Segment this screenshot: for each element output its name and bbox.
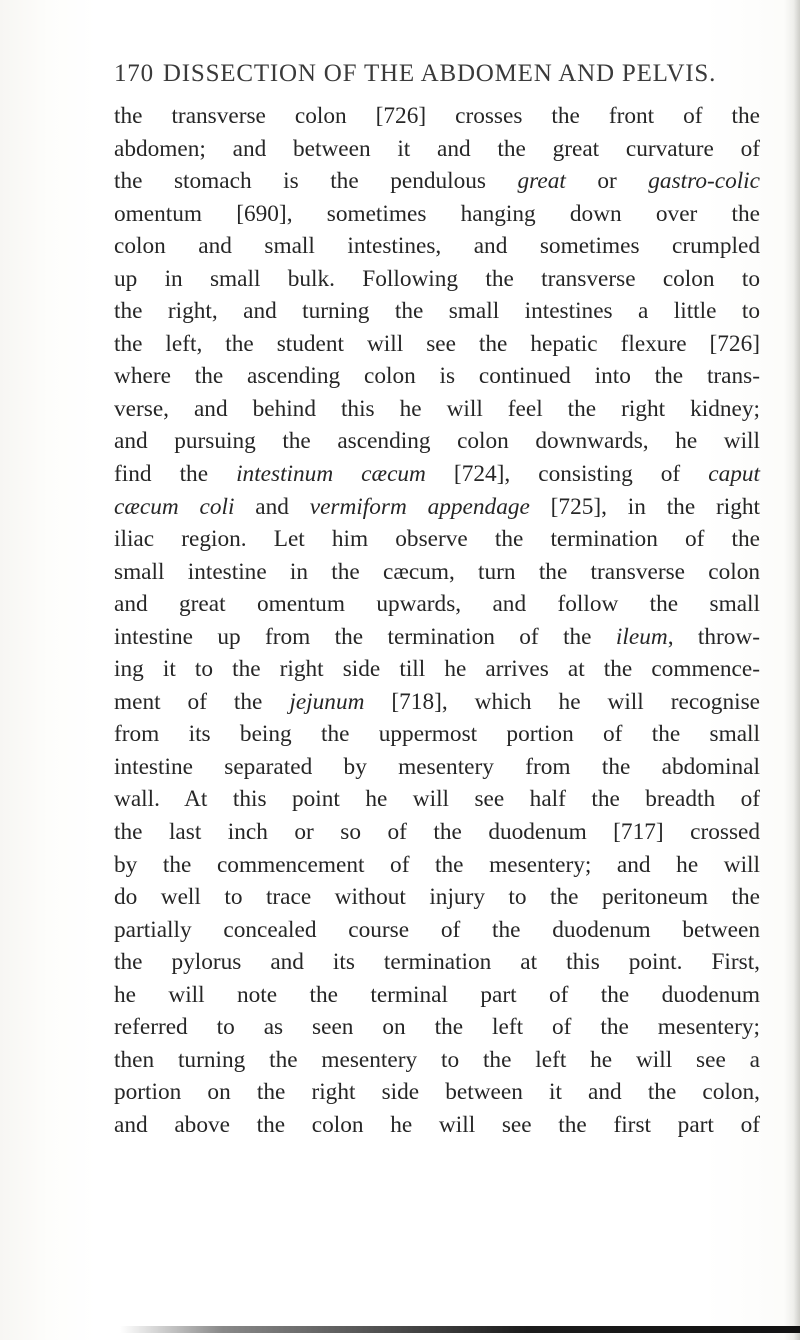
- text-line: [114, 653, 760, 686]
- text-run: omentum [690], sometimes hanging down over the: [114, 200, 760, 227]
- text-run: verse, and behind this he will feel the right kidney;: [114, 395, 760, 422]
- italic-term: vermiform appendage: [309, 493, 530, 520]
- text-line: [114, 621, 760, 654]
- text-line: [114, 1076, 760, 1109]
- text-run: and above the colon he will see the first part of: [114, 1111, 760, 1138]
- text-run: the left, the student will see the hepatic flexure [726]: [114, 330, 760, 357]
- running-title: DISSECTION OF THE ABDOMEN AND PELVIS.: [162, 60, 717, 87]
- text-run: the right, and turning the small intestines a little to: [114, 298, 760, 325]
- text-run: and: [234, 493, 310, 520]
- text-line: [114, 588, 760, 621]
- italic-term: intestinum cæcum: [236, 461, 426, 488]
- text-run: do well to trace without injury to the peritoneum the: [114, 884, 760, 911]
- text-line: [114, 100, 760, 133]
- italic-term: gastro-colic: [648, 168, 760, 195]
- text-run: and pursuing the ascending colon downwards, he will: [114, 428, 760, 455]
- text-run: he will note the terminal part of the duodenum: [114, 981, 760, 1008]
- text-line: [114, 979, 760, 1012]
- text-line: [114, 1109, 760, 1142]
- text-run: referred to as seen on the left of the mesentery;: [114, 1014, 760, 1041]
- text-run: partially concealed course of the duodenum between: [114, 916, 760, 943]
- text-run: [725], in the right: [529, 493, 760, 520]
- page-edge-shadow: [784, 0, 800, 1340]
- text-run: by the commencement of the mesentery; and he will: [114, 851, 760, 878]
- text-run: wall. At this point he will see half the breadth of: [114, 786, 760, 813]
- italic-term: great: [517, 168, 566, 195]
- italic-term: caput: [708, 461, 760, 488]
- text-line: [114, 393, 760, 426]
- text-run: and great omentum upwards, and follow the small: [114, 591, 760, 618]
- text-line: [114, 328, 760, 361]
- italic-term: jejunum: [289, 688, 365, 715]
- text-line: [114, 914, 760, 947]
- text-run: then turning the mesentery to the left he will see a: [114, 1046, 760, 1073]
- text-line: [114, 523, 760, 556]
- text-line: [114, 295, 760, 328]
- text-run: the transverse colon [726] crosses the front of the: [114, 103, 760, 129]
- text-line: [114, 133, 760, 166]
- text-run: colon and small intestines, and sometimes crumpled: [114, 233, 760, 260]
- running-header: [114, 60, 734, 88]
- text-run: portion on the right side between it and the colon,: [114, 1079, 760, 1106]
- text-run: small intestine in the cæcum, turn the transverse colon: [114, 558, 760, 585]
- italic-term: cæcum coli: [114, 493, 235, 520]
- text-line: [114, 491, 760, 524]
- text-run: ment of the: [114, 688, 290, 715]
- body-text: [114, 100, 760, 1142]
- text-line: [114, 751, 760, 784]
- text-run: [724], consisting of: [425, 461, 709, 488]
- text-run: the pylorus and its termination at this point. First,: [114, 949, 760, 976]
- text-run: up in small bulk. Following the transverse colon to: [114, 265, 760, 292]
- text-line: [114, 881, 760, 914]
- italic-term: ileum: [615, 623, 668, 650]
- text-run: find the: [114, 461, 237, 488]
- text-line: [114, 1044, 760, 1077]
- text-run: from its being the uppermost portion of the small: [114, 721, 760, 748]
- text-line: [114, 556, 760, 589]
- text-run: iliac region. Let him observe the termination of the: [114, 526, 760, 553]
- text-line: [114, 425, 760, 458]
- text-line: [114, 165, 760, 198]
- text-run: , throw-: [667, 623, 761, 650]
- text-line: [114, 263, 760, 296]
- text-run: where the ascending colon is continued into the trans-: [114, 363, 760, 390]
- text-run: the last inch or so of the duodenum [717] crossed: [114, 819, 760, 846]
- page-number: 170: [114, 60, 154, 87]
- text-run: [718], which he will recognise: [364, 688, 760, 715]
- text-run: intestine separated by mesentery from the abdominal: [114, 753, 760, 780]
- text-line: [114, 230, 760, 263]
- text-line: [114, 686, 760, 719]
- text-run: ing it to the right side till he arrives at the commence-: [114, 656, 760, 683]
- text-run: the stomach is the pendulous: [114, 168, 518, 195]
- bottom-edge-rule: [120, 1326, 800, 1333]
- text-run: intestine up from the termination of the: [114, 623, 616, 650]
- text-line: [114, 458, 760, 491]
- text-line: [114, 1011, 760, 1044]
- text-line: [114, 946, 760, 979]
- text-line: [114, 783, 760, 816]
- text-line: [114, 198, 760, 231]
- text-line: [114, 849, 760, 882]
- text-line: [114, 360, 760, 393]
- text-run: or: [565, 168, 649, 195]
- text-run: abdomen; and between it and the great curvature of: [114, 135, 760, 162]
- text-line: [114, 718, 760, 751]
- text-line: [114, 816, 760, 849]
